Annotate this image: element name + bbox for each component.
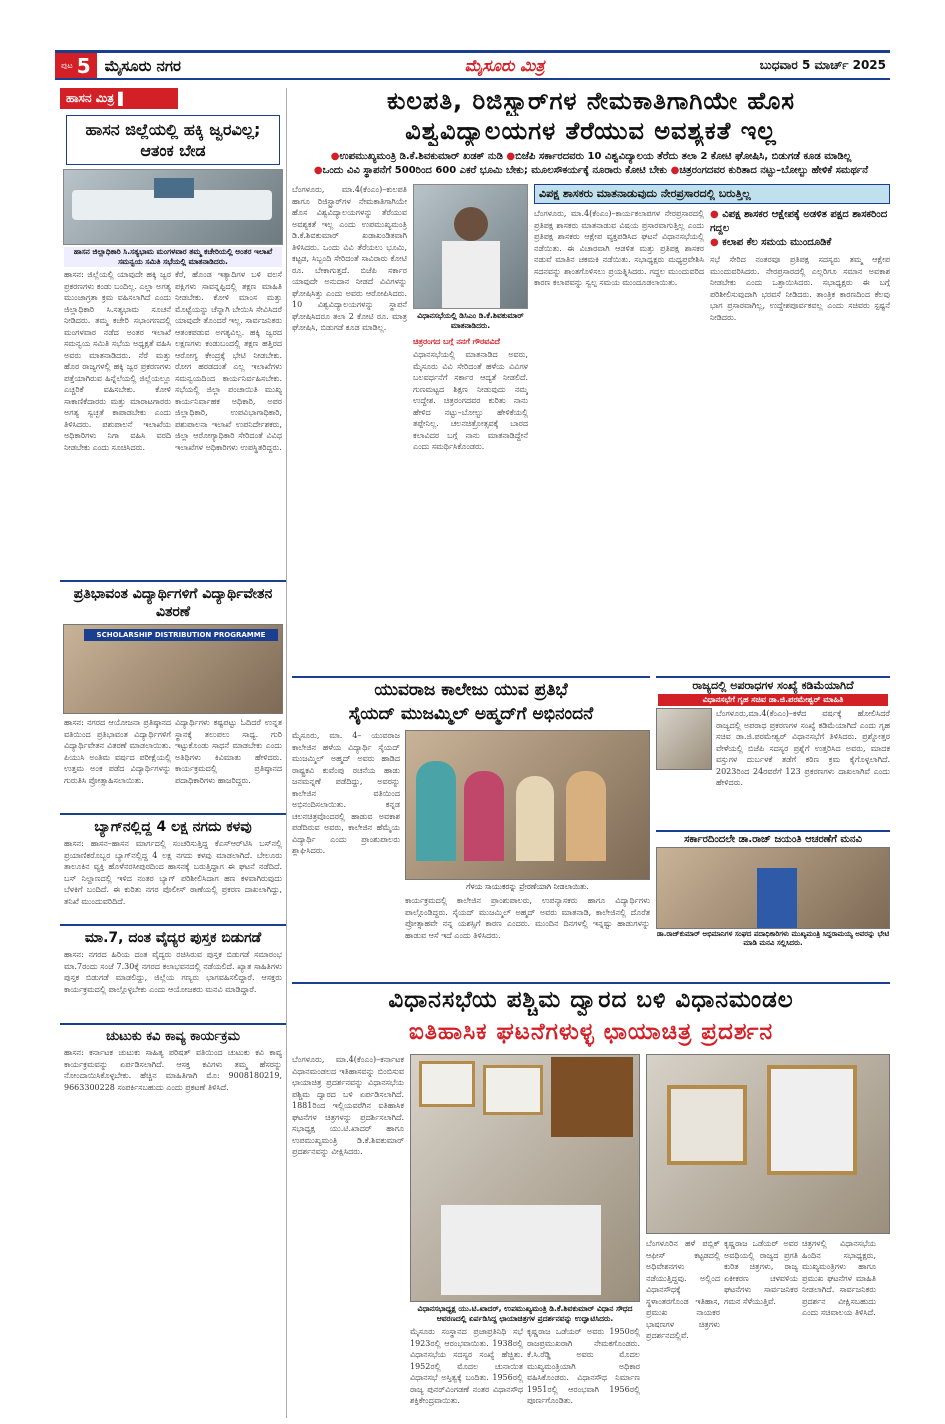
exhibition-caption: ವಿಧಾನಸಭಾಧ್ಯಕ್ಷ ಯು.ಟಿ.ಖಾದರ್, ಉಪಮುಖ್ಯಮಂತ್ರಿ ಡಿ.ಕೆ.ಶಿವಕುಮಾರ್ ವಿಧಾನ ಸೌಧದ ಆವರಣದಲ್ಲಿ ಏರ್ಪಡಿಸಿದ್ದ ಛಾಯಾಚಿತ್ರಗಳ ಪ್ರದರ್ಶನವನ್ನು ಉದ್ಘಾಟಿಸಿದರು.: [417, 1304, 633, 1323]
lead-box-bullet-2: ಕಲಾಪ ಕೆಲ ಸಮಯ ಮುಂದೂಡಿಕೆ: [722, 237, 832, 248]
story4-headline: ಮಾ.7, ದಂತ ವೈದ್ಯರ ಪುಸ್ತಕ ಬಿಡುಗಡೆ: [84, 930, 262, 946]
story3-headline: ಬ್ಯಾಗ್‌ನಲ್ಲಿದ್ದ 4 ಲಕ್ಷ ನಗದು ಕಳವು: [94, 819, 252, 835]
lead-bullets: [292, 150, 890, 178]
yuvaraja-photo: [405, 730, 650, 880]
exhibition-text-e: ಕೃಷ್ಣರಾಜ ಒಡೆಯರ್ ಅವರ ಅವಧಿಯಲ್ಲಿ ರಾಜ್ಯದ ಪ್ರಗತಿ ಕುರಿತ ಚಿತ್ರಗಳು, ರಾಜ್ಯ ಏಕೀಕರಣ ಚಳವಳಿಯ ಘಟನೆಗಳು ಸಾರ್ವಜನಿಕರ ಗಮನ ಸೆಳೆಯುತ್ತಿವೆ.: [724, 1239, 798, 1306]
page-number: 5: [76, 53, 91, 78]
rajkumar-caption: ಡಾ.ರಾಜ್‌ಕುಮಾರ್ ಅಭಿಮಾನಿಗಳ ಸಂಘದ ಪದಾಧಿಕಾರಿಗಳು ಮುಖ್ಯಮಂತ್ರಿ ಸಿದ್ದರಾಮಯ್ಯ ಅವರನ್ನು ಭೇಟಿ ಮಾಡಿ ಮನವಿ ಸಲ್ಲಿಸಿದರು.: [656, 930, 890, 947]
lead-bullet-1: ಉಪಮುಖ್ಯಮಂತ್ರಿ ಡಿ.ಕೆ.ಶಿವಕುಮಾರ್ ಖಡಕ್ ನುಡಿ: [339, 151, 503, 162]
exhibition-headline-2: ಐತಿಹಾಸಿಕ ಘಟನೆಗಳುಳ್ಳ ಛಾಯಾಚಿತ್ರ ಪ್ರದರ್ಶನ: [408, 1019, 774, 1045]
page-number-badge: [55, 53, 97, 78]
rajkumar-photo: [656, 847, 890, 929]
bullet-icon: ●: [506, 151, 516, 162]
story1-text-a: ಹಾಸನ: ಜಿಲ್ಲೆಯಲ್ಲಿ ಯಾವುದೇ ಹಕ್ಕಿ ಜ್ವರ ಪ್ರಕರಣಗಳು ಕಂಡು ಬಂದಿಲ್ಲ. ಎಲ್ಲಾ ಅಗತ್ಯ ಮುಂಜಾಗ್ರತಾ ಕ್ರಮ ವಹಿಸಲಾಗಿದೆ ಎಂದು ಜಿಲ್ಲಾಧಿಕಾರಿ ಸಿ.ಸತ್ಯಭಾಮ ಸೂಚನೆ ನೀಡಿದರು. ತಮ್ಮ ಕಚೇರಿ ಸಭಾಂಗಣದಲ್ಲಿ ಮಂಗಳವಾರ ನಡೆದ ಅಂತರ ಇಲಾಖೆ ಸಮನ್ವಯ ಸಮಿತಿ ಸಭೆಯ ಅಧ್ಯಕ್ಷತೆ ವಹಿಸಿ ಅವರು ಮಾತನಾಡಿದರು. ನೆರೆ ಮತ್ತು ಹೊರ ರಾಜ್ಯಗಳಲ್ಲಿ ಹಕ್ಕಿ ಜ್ವರ ಪ್ರಕರಣಗಳು ಪತ್ತೆಯಾಗಿರುವ ಹಿನ್ನೆಲೆಯಲ್ಲಿ ಜಿಲ್ಲೆಯಲ್ಲೂ ಎಚ್ಚರಿಕೆ ವಹಿಸಬೇಕು. ಕೋಳಿ ಸಾಕಾಣಿಕೆದಾರರು ಮತ್ತು ಮಾರಾಟಗಾರರು ಅಗತ್ಯ ಸ್ವಚ್ಛತೆ ಕಾಪಾಡಬೇಕು ಎಂದು ತಿಳಿಸಿದರು. ಪಶುಪಾಲನೆ ಇಲಾಖೆಯ ಅಧಿಕಾರಿಗಳು ನಿಗಾ ವಹಿಸಿ ವರದಿ ನೀಡಬೇಕು ಎಂದು ಸೂಚಿಸಿದರು.: [64, 270, 171, 452]
story4-text: ಹಾಸನ: ನಗರದ ಹಿರಿಯ ದಂತ ವೈದ್ಯರು ರಚಿಸಿರುವ ಪುಸ್ತಕ ಬಿಡುಗಡೆ ಸಮಾರಂಭ ಮಾ.7ರಂದು ಸಂಜೆ 7.30ಕ್ಕೆ ನಗರದ ಕಲಾಭವನದಲ್ಲಿ ನಡೆಯಲಿದೆ. ಖ್ಯಾತ ಸಾಹಿತಿಗಳು ಪುಸ್ತಕ ಬಿಡುಗಡೆ ಮಾಡಲಿದ್ದು, ಜಿಲ್ಲೆಯ ಗಣ್ಯರು ಭಾಗವಹಿಸಲಿದ್ದಾರೆ. ಆಸಕ್ತರು ಕಾರ್ಯಕ್ರಮದಲ್ಲಿ ಪಾಲ್ಗೊಳ್ಳಬೇಕು ಎಂದು ಆಯೋಜಕರು ಮನವಿ ಮಾಡಿದ್ದಾರೆ.: [64, 950, 282, 994]
bullet-icon: ●: [330, 151, 340, 162]
story1-caption: ಹಾಸನ ಜಿಲ್ಲಾಧಿಕಾರಿ ಸಿ.ಸತ್ಯಭಾಮ ಮಂಗಳವಾರ ತಮ್ಮ ಕಚೇರಿಯಲ್ಲಿ ಅಂತರ ಇಲಾಖೆ ಸಮನ್ವಯ ಸಮಿತಿ ಸಭೆಯಲ್ಲಿ ಮಾತನಾಡಿದರು.: [64, 247, 282, 267]
exhibition-text-c: ಕೃಷ್ಣರಾಜ ಒಡೆಯರ್ ಅವರು 1950ರಲ್ಲಿ ರಾಜಪ್ರಮುಖರಾಗಿ ನೇಮಕಗೊಂಡರು. ಕೆ.ಸಿ.ರೆಡ್ಡಿ ಅವರು ಮೊದಲ ಮುಖ್ಯಮಂತ್ರಿಯಾಗಿ ಅಧಿಕಾರ ವಹಿಸಿಕೊಂಡರು. ವಿಧಾನಸೌಧ ನಿರ್ಮಾಣ 1951ರಲ್ಲಿ ಆರಂಭವಾಗಿ 1956ರಲ್ಲಿ ಪೂರ್ಣಗೊಂಡಿತು.: [527, 1327, 640, 1405]
lead-text-a: ಬೆಂಗಳೂರು, ಮಾ.4(ಕೆಂಎಂ)–ಕುಲಪತಿ ಹಾಗೂ ರಿಜಿಸ್ಟ್ರಾರ್‌ಗಳ ನೇಮಕಾತಿಗಾಗಿಯೇ ಹೊಸ ವಿಶ್ವವಿದ್ಯಾಲಯಗಳನ್ನು ತೆರೆಯುವ ಅವಶ್ಯಕತೆ ಇಲ್ಲ ಎಂದು ಉಪಮುಖ್ಯಮಂತ್ರಿ ಡಿ.ಕೆ.ಶಿವಕುಮಾರ್ ಖಡಾಖಂಡಿತವಾಗಿ ತಿಳಿಸಿದರು. ಒಂದು ವಿವಿ ತೆರೆಯಲು ಭೂಮಿ, ಕಟ್ಟಡ, ಸಿಬ್ಬಂದಿ ಸೇರಿದಂತೆ ಸಾವಿರಾರು ಕೋಟಿ ರೂ. ಬೇಕಾಗುತ್ತದೆ. ಬಿಜೆಪಿ ಸರ್ಕಾರ ಯಾವುದೇ ಅನುದಾನ ನೀಡದೆ ವಿವಿಗಳನ್ನು ಘೋಷಿಸಿತ್ತು ಎಂದು ಅವರು ಆರೋಪಿಸಿದರು. 10 ವಿಶ್ವವಿದ್ಯಾಲಯಗಳನ್ನು ಸ್ಥಾಪನೆ ಘೋಷಿಸಿದರೂ ತಲಾ 2 ಕೋಟಿ ರೂ. ಮಾತ್ರ ಘೋಷಿಸಿ, ಬಿಡುಗಡೆ ಕೂಡ ಮಾಡಿಲ್ಲ.: [292, 185, 407, 332]
yuvaraja-text-a: ಮೈಸೂರು, ಮಾ. 4– ಯುವರಾಜ ಕಾಲೇಜಿನ ಹಳೆಯ ವಿದ್ಯಾರ್ಥಿ ಸೈಯದ್ ಮುಜಮ್ಮಿಲ್ ಅಹ್ಮದ್ ಅವರು ಹಾಡಿದ ರಾಷ್ಟ್ರಕವಿ ಕುವೆಂಪು ರಚನೆಯ ಹಾಡು ಜನಮನ್ನಣೆ ಪಡೆದಿದ್ದು, ಅವರನ್ನು ಕಾಲೇಜಿನ ವತಿಯಿಂದ ಅಭಿನಂದಿಸಲಾಯಿತು. ಕನ್ನಡ ಚಲನಚಿತ್ರವೊಂದರಲ್ಲಿ ಹಾಡುವ ಅವಕಾಶ ಪಡೆದಿರುವ ಅವರು, ಕಾಲೇಜಿನ ಹೆಮ್ಮೆಯ ವಿದ್ಯಾರ್ಥಿ ಎಂದು ಪ್ರಾಂಶುಪಾಲರು ಶ್ಲಾಘಿಸಿದರು.: [292, 731, 400, 855]
issue-date: ಬುಧವಾರ 5 ಮಾರ್ಚ್ 2025: [759, 58, 886, 72]
bullet-icon: ●: [313, 165, 323, 176]
lead-bullet-3: ಒಂದು ವಿವಿ ಸ್ಥಾಪನೆಗೆ 500ರಿಂದ 600 ಎಕರೆ ಭೂಮಿ ಬೇಕು; ಮೂಲಸೌಕರ್ಯಕ್ಕೆ ನೂರಾರು ಕೋಟಿ ಬೇಕು: [322, 165, 668, 176]
bullet-icon: ●: [710, 209, 723, 220]
exhibition-photo-2: [646, 1054, 890, 1234]
story3-text: ಹಾಸನ: ಹಾಸನ–ಹಾಸನ ಮಾರ್ಗದಲ್ಲಿ ಸಂಚರಿಸುತ್ತಿದ್ದ ಕೆಎಸ್‌ಆರ್‌ಟಿಸಿ ಬಸ್‌ನಲ್ಲಿ ಪ್ರಯಾಣಿಕರೊಬ್ಬರ ಬ್ಯಾಗ್‌ನಲ್ಲಿದ್ದ 4 ಲಕ್ಷ ನಗದು ಕಳವು ಮಾಡಲಾಗಿದೆ. ಬೇಲೂರು ತಾಲೂಕಿನ ವ್ಯಕ್ತಿ ಹೊಳೆನರಸೀಪುರದಿಂದ ಹಾಸನಕ್ಕೆ ಬರುತ್ತಿದ್ದಾಗ ಈ ಘಟನೆ ನಡೆದಿದೆ. ಬಸ್ ನಿಲ್ದಾಣದಲ್ಲಿ ಇಳಿದ ನಂತರ ಬ್ಯಾಗ್ ಪರಿಶೀಲಿಸಿದಾಗ ಹಣ ಕಳವಾಗಿರುವುದು ಬೆಳಕಿಗೆ ಬಂದಿದೆ. ಈ ಕುರಿತು ನಗರ ಪೊಲೀಸ್ ಠಾಣೆಯಲ್ಲಿ ಪ್ರಕರಣ ದಾಖಲಾಗಿದ್ದು, ತನಿಖೆ ಮುಂದುವರಿದಿದೆ.: [64, 839, 282, 906]
lead-bullet-4: ಚಿತ್ರರಂಗದವರ ಕುರಿತಾದ ನಟ್ಟು–ಬೋಲ್ಟು ಹೇಳಿಕೆ ಸಮರ್ಥನೆ: [679, 165, 869, 176]
minister-photo: [656, 708, 712, 770]
left-column: [60, 88, 287, 1418]
lead-bullet-2: ಬಿಜೆಪಿ ಸರ್ಕಾರದವರು 10 ವಿಶ್ವವಿದ್ಯಾಲಯ ತೆರೆದು ತಲಾ 2 ಕೋಟಿ ಘೋಷಿಸಿ, ಬಿಡುಗಡೆ ಕೂಡ ಮಾಡಿಲ್ಲ: [515, 151, 852, 162]
story2-text-b: ವಿದ್ಯಾರ್ಥಿಗಳು ಕಷ್ಟಪಟ್ಟು ಓದಿದರೆ ಉನ್ನತ ಸ್ಥಾನಕ್ಕೆ ತಲುಪಲು ಸಾಧ್ಯ. ಗುರಿ ಇಟ್ಟುಕೊಂಡು ಸಾಧನೆ ಮಾಡಬೇಕು ಎಂದು ಅತಿಥಿಗಳು ಕಿವಿಮಾತು ಹೇಳಿದರು. ಕಾರ್ಯಕ್ರಮದಲ್ಲಿ ಪ್ರತಿಷ್ಠಾನದ ಪದಾಧಿಕಾರಿಗಳು ಹಾಜರಿದ್ದರು.: [175, 718, 282, 785]
yuvaraja-headline-1: ಯುವರಾಜ ಕಾಲೇಜು ಯುವ ಪ್ರತಿಭೆ: [374, 680, 568, 700]
lead-photo-caption: ವಿಧಾನಸಭೆಯಲ್ಲಿ ಡಿಸಿಎಂ ಡಿ.ಕೆ.ಶಿವಕುಮಾರ್ ಮಾತನಾಡಿದರು.: [417, 311, 524, 330]
masthead: ಮೈಸೂರು ಮಿತ್ರ: [464, 55, 545, 75]
lead-headline-1: ಕುಲಪತಿ, ರಿಜಿಸ್ಟ್ರಾರ್‌ಗಳ ನೇಮಕಾತಿಗಾಗಿಯೇ ಹೊಸ: [386, 87, 796, 115]
story2-photo: [63, 624, 283, 714]
bullet-icon: ●: [670, 165, 680, 176]
rajkumar-headline: ಸರ್ಕಾರದಿಂದಲೇ ಡಾ.ರಾಜ್ ಜಯಂತಿ ಆಚರಣೆಗೆ ಮನವಿ: [684, 834, 862, 845]
lead-subhead: ಚಿತ್ರರಂಗದ ಬಗ್ಗೆ ನನಗೆ ಗೌರವವಿದೆ: [413, 337, 500, 346]
crime-text: ಬೆಂಗಳೂರು,ಮಾ.4(ಕೆಂಎಂ)–ಕಳೆದ ವರ್ಷಕ್ಕೆ ಹೋಲಿಸಿದರೆ ರಾಜ್ಯದಲ್ಲಿ ಅಪರಾಧ ಪ್ರಕರಣಗಳ ಸಂಖ್ಯೆ ಕಡಿಮೆಯಾಗಿದೆ ಎಂದು ಗೃಹ ಸಚಿವ ಡಾ.ಜಿ.ಪರಮೇಶ್ವರ್ ವಿಧಾನಸಭೆಗೆ ತಿಳಿಸಿದರು. ಪ್ರಶ್ನೋತ್ತರ ವೇಳೆಯಲ್ಲಿ ಬಿಜೆಪಿ ಸದಸ್ಯರ ಪ್ರಶ್ನೆಗೆ ಉತ್ತರಿಸಿದ ಅವರು, ಮಾದಕ ವಸ್ತುಗಳ ದುರ್ಬಳಕೆ ತಡೆಗೆ ಕಠಿಣ ಕ್ರಮ ಕೈಗೊಳ್ಳಲಾಗಿದೆ. 2023ರಿಂದ 24ರವರೆಗೆ 123 ಪ್ರಕರಣಗಳು ದಾಖಲಾಗಿವೆ ಎಂದು ಹೇಳಿದರು.: [716, 709, 890, 787]
lead-story: [292, 86, 890, 526]
yuvaraja-text-b: ಕಾರ್ಯಕ್ರಮದಲ್ಲಿ ಕಾಲೇಜಿನ ಪ್ರಾಂಶುಪಾಲರು, ಉಪನ್ಯಾಸಕರು ಹಾಗೂ ವಿದ್ಯಾರ್ಥಿಗಳು ಪಾಲ್ಗೊಂಡಿದ್ದರು. ಸೈಯದ್ ಮುಜಮ್ಮಿಲ್ ಅಹ್ಮದ್ ಅವರು ಮಾತನಾಡಿ, ಕಾಲೇಜಿನಲ್ಲಿ ದೊರೆತ ಪ್ರೋತ್ಸಾಹವೇ ನನ್ನ ಯಶಸ್ಸಿಗೆ ಕಾರಣ ಎಂದರು. ಮುಂದಿನ ದಿನಗಳಲ್ಲಿ ಇನ್ನಷ್ಟು ಹಾಡುಗಳನ್ನು ಹಾಡುವ ಆಸೆ ಇದೆ ಎಂದು ತಿಳಿಸಿದರು.: [405, 896, 650, 940]
crime-headline: ರಾಜ್ಯದಲ್ಲಿ ಅಪರಾಧಗಳ ಸಂಖ್ಯೆ ಕಡಿಮೆಯಾಗಿದೆ: [692, 679, 854, 692]
crime-subhead: ವಿಧಾನಸಭೆಗೆ ಗೃಹ ಸಚಿವ ಡಾ.ಜಿ.ಪರಮೇಶ್ವರ್ ಮಾಹಿತಿ: [658, 694, 888, 706]
exhibition-story: [292, 982, 890, 1418]
exhibition-text-f: ಚಿತ್ರಗಳಲ್ಲಿ ವಿಧಾನಸಭೆಯ ಹಿಂದಿನ ಸಭಾಧ್ಯಕ್ಷರು, ಮುಖ್ಯಮಂತ್ರಿಗಳು ಹಾಗೂ ಪ್ರಮುಖ ಘಟನೆಗಳ ಮಾಹಿತಿ ನೀಡಲಾಗಿದೆ. ಸಾರ್ವಜನಿಕರು ಪ್ರದರ್ಶನ ವೀಕ್ಷಿಸಬಹುದು ಎಂದು ಸಚಿವಾಲಯ ತಿಳಿಸಿದೆ.: [802, 1239, 876, 1317]
rajkumar-story: [656, 830, 890, 976]
page-label: ಪುಟ: [61, 60, 73, 70]
story1-headline: ಹಾಸನ ಜಿಲ್ಲೆಯಲ್ಲಿ ಹಕ್ಕಿ ಜ್ವರವಿಲ್ಲ; ಆತಂಕ ಬೇಡ: [66, 115, 280, 165]
lead-box-title: ವಿಪಕ್ಷ ಶಾಸಕರು ಮಾತನಾಡುವುದು ನೇರಪ್ರಸಾರದಲ್ಲಿ ಬರುತ್ತಿಲ್ಲ: [534, 184, 890, 204]
story2-text-a: ಹಾಸನ: ನಗರದ ಆಯೋಜನಾ ಪ್ರತಿಷ್ಠಾನದ ವತಿಯಿಂದ ಪ್ರತಿಭಾವಂತ ವಿದ್ಯಾರ್ಥಿಗಳಿಗೆ ವಿದ್ಯಾರ್ಥಿವೇತನ ವಿತರಣೆ ಮಾಡಲಾಯಿತು. ಪಿಯುಸಿ ಅಂತಿಮ ವರ್ಷದ ಪರೀಕ್ಷೆಯಲ್ಲಿ ಉತ್ತಮ ಅಂಕ ಪಡೆದ ವಿದ್ಯಾರ್ಥಿಗಳನ್ನು ಗುರುತಿಸಿ ಪ್ರೋತ್ಸಾಹಿಸಲಾಯಿತು.: [64, 718, 171, 785]
exhibition-text-b: ಮೈಸೂರು ಸಂಸ್ಥಾನದ ಪ್ರಜಾಪ್ರತಿನಿಧಿ ಸಭೆ 1923ರಲ್ಲಿ ಆರಂಭವಾಯಿತು. 1938ರಲ್ಲಿ ವಿಧಾನಸಭೆಯ ಸದಸ್ಯರ ಸಂಖ್ಯೆ ಹೆಚ್ಚಿತು. 1952ರಲ್ಲಿ ಮೊದಲ ಚುನಾಯಿತ ವಿಧಾನಸಭೆ ಅಸ್ತಿತ್ವಕ್ಕೆ ಬಂದಿತು. 1956ರಲ್ಲಿ ರಾಜ್ಯ ಪುನರ್‌ವಿಂಗಡಣೆ ನಂತರ ವಿಧಾನಸೌಧ ಶಕ್ತಿಕೇಂದ್ರವಾಯಿತು.: [410, 1327, 523, 1405]
tag-marker-icon: ▌: [118, 91, 128, 106]
section-tag: [60, 88, 178, 109]
section-tag-label: ಹಾಸನ ಮಿತ್ರ: [66, 91, 115, 105]
exhibition-text-d: ಬೆಂಗಳೂರಿನ ಹಳೆ ಪಬ್ಲಿಕ್ ಆಫೀಸ್ ಕಟ್ಟಡದಲ್ಲಿ ಅಧಿವೇಶನಗಳು ನಡೆಯುತ್ತಿದ್ದವು. ಅಲ್ಲಿಂದ ವಿಧಾನಸೌಧಕ್ಕೆ ಸ್ಥಳಾಂತರಗೊಂಡ ಇತಿಹಾಸ, ಪ್ರಮುಖ ನಾಯಕರ ಭಾಷಣಗಳ ಚಿತ್ರಗಳು ಪ್ರದರ್ಶನದಲ್ಲಿವೆ.: [646, 1239, 720, 1340]
story2-headline: ಪ್ರತಿಭಾವಂತ ವಿದ್ಯಾರ್ಥಿಗಳಿಗೆ ವಿದ್ಯಾರ್ಥಿವೇತನ ವಿತರಣೆ: [73, 586, 273, 620]
lead-photo: [413, 184, 528, 309]
section-name: ಮೈಸೂರು ನಗರ: [104, 56, 181, 75]
yuvaraja-story: [292, 676, 650, 976]
lead-box-text-b: ಸಭೆ ಸೇರಿದ ನಂತರವೂ ಪ್ರತಿಪಕ್ಷ ಸದಸ್ಯರು ತಮ್ಮ ಆಕ್ಷೇಪ ಮುಂದುವರಿಸಿದರು. ನೇರಪ್ರಸಾರದಲ್ಲಿ ಎಲ್ಲರಿಗೂ ಸಮಾನ ಅವಕಾಶ ನೀಡಬೇಕು ಎಂದು ಒತ್ತಾಯಿಸಿದರು. ಸಭಾಧ್ಯಕ್ಷರು ಈ ಬಗ್ಗೆ ಪರಿಶೀಲಿಸುವುದಾಗಿ ಭರವಸೆ ನೀಡಿದರು. ತಾಂತ್ರಿಕ ಕಾರಣದಿಂದ ಕೆಲವು ಭಾಗ ಪ್ರಸಾರವಾಗಿಲ್ಲ, ಉದ್ದೇಶಪೂರ್ವಕವಲ್ಲ ಎಂದು ಸಚಿವರು ಸ್ಪಷ್ಟನೆ ನೀಡಿದರು.: [710, 255, 890, 322]
lead-box-bullet-1: ವಿಪಕ್ಷ ಶಾಸಕರ ಆಕ್ಷೇಪಕ್ಕೆ ಅಡಳಿತ ಪಕ್ಷದ ಶಾಸಕರಿಂದ ಗದ್ದಲ: [710, 209, 888, 234]
bullet-icon: ●: [710, 237, 723, 248]
page-header: [55, 50, 890, 80]
exhibition-text-a: ಬೆಂಗಳೂರು, ಮಾ.4(ಕೆಂಎಂ)–ಕರ್ನಾಟಕ ವಿಧಾನಮಂಡಲದ ಇತಿಹಾಸವನ್ನು ಬಿಂಬಿಸುವ ಛಾಯಾಚಿತ್ರ ಪ್ರದರ್ಶನವನ್ನು ವಿಧಾನಸಭೆಯ ಪಶ್ಚಿಮ ದ್ವಾರದ ಬಳಿ ಏರ್ಪಡಿಸಲಾಗಿದೆ. 1881ರಿಂದ ಇಲ್ಲಿಯವರೆಗಿನ ಐತಿಹಾಸಿಕ ಘಟನೆಗಳ ಚಿತ್ರಗಳನ್ನು ಪ್ರದರ್ಶಿಸಲಾಗಿದೆ. ಸಭಾಧ್ಯಕ್ಷ ಯು.ಟಿ.ಖಾದರ್ ಹಾಗೂ ಉಪಮುಖ್ಯಮಂತ್ರಿ ಡಿ.ಕೆ.ಶಿವಕುಮಾರ್ ಪ್ರದರ್ಶನವನ್ನು ವೀಕ್ಷಿಸಿದರು.: [292, 1055, 404, 1156]
lead-text-b: ವಿಧಾನಸಭೆಯಲ್ಲಿ ಮಾತನಾಡಿದ ಅವರು, ಮೈಸೂರು ವಿವಿ ಸೇರಿದಂತೆ ಹಳೆಯ ವಿವಿಗಳ ಬಲವರ್ಧನೆಗೆ ಸರ್ಕಾರ ಆದ್ಯತೆ ನೀಡಲಿದೆ. ಗುಣಮಟ್ಟದ ಶಿಕ್ಷಣ ನೀಡುವುದು ನಮ್ಮ ಉದ್ದೇಶ. ಚಿತ್ರರಂಗದವರ ಕುರಿತು ನಾನು ಹೇಳಿದ ನಟ್ಟು–ಬೋಲ್ಟು ಹೇಳಿಕೆಯಲ್ಲಿ ತಪ್ಪೇನಿಲ್ಲ. ಚಲನಚಿತ್ರೋತ್ಸವಕ್ಕೆ ಬಾರದ ಕಲಾವಿದರ ಬಗ್ಗೆ ನಾನು ಮಾತನಾಡಿದ್ದೇನೆ ಎಂದು ಸಮರ್ಥಿಸಿಕೊಂಡರು.: [413, 350, 528, 451]
yuvaraja-headline-2: ಸೈಯದ್ ಮುಜಮ್ಮಿಲ್ ಅಹ್ಮದ್‌ಗೆ ಅಭಿನಂದನೆ: [348, 704, 594, 724]
story5-text: ಹಾಸನ: ಕರ್ನಾಟಕ ಚುಟುಕು ಸಾಹಿತ್ಯ ಪರಿಷತ್ ವತಿಯಿಂದ ಚುಟುಕು ಕವಿ ಕಾವ್ಯ ಕಾರ್ಯಕ್ರಮವನ್ನು ಏರ್ಪಡಿಸಲಾಗಿದೆ. ಆಸಕ್ತ ಕವಿಗಳು ತಮ್ಮ ಹೆಸರನ್ನು ನೋಂದಾಯಿಸಿಕೊಳ್ಳಬೇಕು. ಹೆಚ್ಚಿನ ಮಾಹಿತಿಗಾಗಿ ಮೊ: 9008180219, 9663300228 ಸಂಪರ್ಕಿಸಬಹುದು ಎಂದು ಪ್ರಕಟಣೆ ತಿಳಿಸಿದೆ.: [64, 1048, 282, 1092]
yuvaraja-caption: ಗೆಳಯ ಸಾಯುಕರನ್ನು ಪ್ರೇರಣೆಯಾಗಿ ನೀಡಲಾಯಿತು.: [466, 882, 589, 891]
lead-box-text: ಬೆಂಗಳೂರು, ಮಾ.4(ಕೆಂಎಂ)–ಕಾರ್ಯಕಲಾಪಗಳ ನೇರಪ್ರಸಾರದಲ್ಲಿ ಪ್ರತಿಪಕ್ಷ ಶಾಸಕರು ಮಾತನಾಡುವ ವಿಷಯ ಪ್ರಸಾರವಾಗುತ್ತಿಲ್ಲ ಎಂದು ಪ್ರತಿಪಕ್ಷ ಶಾಸಕರು ಆಕ್ಷೇಪ ವ್ಯಕ್ತಪಡಿಸಿದ ಘಟನೆ ವಿಧಾನಸಭೆಯಲ್ಲಿ ನಡೆಯಿತು. ಈ ವಿಚಾರವಾಗಿ ಆಡಳಿತ ಮತ್ತು ಪ್ರತಿಪಕ್ಷ ಶಾಸಕರ ನಡುವೆ ಮಾತಿನ ಚಕಮಕಿ ನಡೆಯಿತು. ಸಭಾಧ್ಯಕ್ಷರು ಮಧ್ಯಪ್ರವೇಶಿಸಿ ಸದನವನ್ನು ಶಾಂತಗೊಳಿಸಲು ಪ್ರಯತ್ನಿಸಿದರು. ಗದ್ದಲ ಮುಂದುವರಿದ ಕಾರಣ ಕಲಾಪವನ್ನು ಸ್ವಲ್ಪ ಸಮಯ ಮುಂದೂಡಲಾಯಿತು.: [534, 209, 704, 287]
exhibition-headline-1: ವಿಧಾನಸಭೆಯ ಪಶ್ಚಿಮ ದ್ವಾರದ ಬಳಿ ವಿಧಾನಮಂಡಲ: [388, 987, 794, 1013]
story1-text-b: ಕೆರೆ, ಹೊಂಡ ಇತ್ಯಾದಿಗಳ ಬಳಿ ವಲಸೆ ಪಕ್ಷಿಗಳು ಸಾವನ್ನಪ್ಪಿದಲ್ಲಿ ತಕ್ಷಣ ಮಾಹಿತಿ ನೀಡಬೇಕು. ಕೋಳಿ ಮಾಂಸ ಮತ್ತು ಮೊಟ್ಟೆಯನ್ನು ಚೆನ್ನಾಗಿ ಬೇಯಿಸಿ ಸೇವಿಸಿದರೆ ಯಾವುದೇ ತೊಂದರೆ ಇಲ್ಲ. ಸಾರ್ವಜನಿಕರು ಆತಂಕಪಡುವ ಅಗತ್ಯವಿಲ್ಲ. ಹಕ್ಕಿ ಜ್ವರದ ಲಕ್ಷಣಗಳು ಕಂಡುಬಂದಲ್ಲಿ ತಕ್ಷಣ ಹತ್ತಿರದ ಆರೋಗ್ಯ ಕೇಂದ್ರಕ್ಕೆ ಭೇಟಿ ನೀಡಬೇಕು. ರೋಗ ಹರಡದಂತೆ ಎಲ್ಲ ಇಲಾಖೆಗಳು ಸಮನ್ವಯದಿಂದ ಕಾರ್ಯನಿರ್ವಹಿಸಬೇಕು. ಸಭೆಯಲ್ಲಿ ಜಿಲ್ಲಾ ಪಂಚಾಯಿತಿ ಮುಖ್ಯ ಕಾರ್ಯನಿರ್ವಾಹಕ ಅಧಿಕಾರಿ, ಅಪರ ಜಿಲ್ಲಾಧಿಕಾರಿ, ಉಪವಿಭಾಗಾಧಿಕಾರಿ, ಪಶುಪಾಲನಾ ಇಲಾಖೆ ಉಪನಿರ್ದೇಶಕರು, ಜಿಲ್ಲಾ ಆರೋಗ್ಯಾಧಿಕಾರಿ ಸೇರಿದಂತೆ ವಿವಿಧ ಇಲಾಖೆಗಳ ಅಧಿಕಾರಿಗಳು ಉಪಸ್ಥಿತರಿದ್ದರು.: [175, 270, 282, 452]
story2-banner: SCHOLARSHIP DISTRIBUTION PROGRAMME: [84, 629, 278, 641]
crime-story: [656, 676, 890, 826]
story5-headline: ಚುಟುಕು ಕವಿ ಕಾವ್ಯ ಕಾರ್ಯಕ್ರಮ: [106, 1029, 240, 1044]
exhibition-photo-1: [410, 1054, 640, 1302]
lead-headline-2: ವಿಶ್ವವಿದ್ಯಾಲಯಗಳ ತೆರೆಯುವ ಅವಶ್ಯಕತೆ ಇಲ್ಲ: [405, 117, 777, 145]
story1-photo: [63, 169, 283, 245]
